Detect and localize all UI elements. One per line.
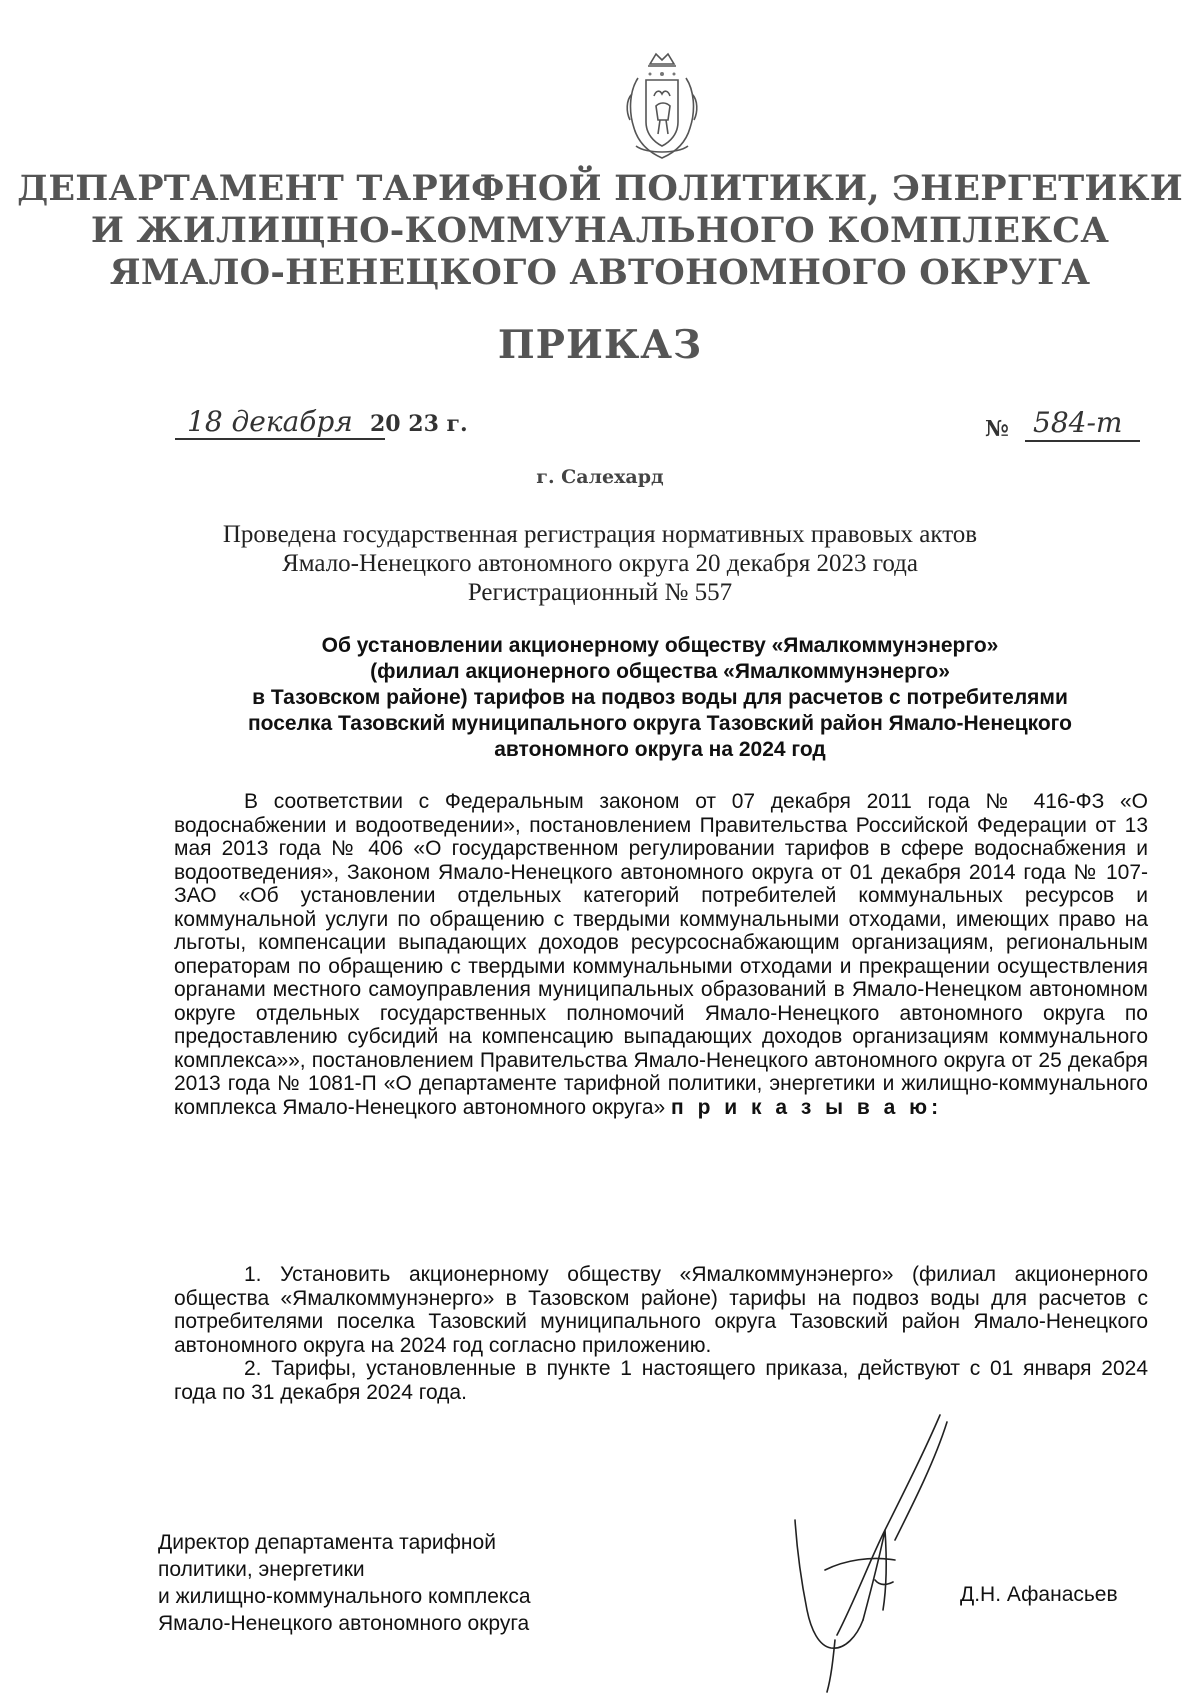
- signer-position-line-4: Ямало-Ненецкого автономного округа: [158, 1612, 530, 1635]
- handwritten-date: 18 декабря: [187, 405, 353, 438]
- clause-1: 1. Установить акционерному обществу «Ямалкоммунэнерго» (филиал акционерного общества «Ямалкоммунэнерго» в Тазовском районе) тарифы на подвоз воды для расчетов с потребителями поселка Тазовский муниципального округа Тазовский район Ямало-Ненецкого автономного округа на 2024 год согласно приложению.: [174, 1263, 1148, 1357]
- subject-line-3: в Тазовском районе) тарифов на подвоз воды для расчетов с потребителями: [252, 686, 1068, 709]
- handwritten-signature: [775, 1410, 975, 1695]
- subject-line-4: поселка Тазовский муниципального округа Тазовский район Ямало-Ненецкого: [248, 712, 1072, 735]
- order-number: [985, 408, 1155, 458]
- preamble-text: В соответствии с Федеральным законом от 07 декабря 2011 года № 416-ФЗ «О водоснабжении и водоотведении», постановлением Правительства Российской Федерации от 13 мая 2013 года № 406 «О государственном регулировании тарифов в сфере водоснабжения и водоотведения», Законом Ямало-Ненецкого автономного округа от 01 декабря 2014 года № 107-ЗАО «Об установлении отдельных категорий потребителей коммунальных ресурсов и коммунальной услуги по обращению с твердыми коммунальными отходами, имеющих право на льготы, компенсации выпадающих доходов ресурсоснабжающим организациям, региональным операторам по обращению с твердыми коммунальными отходами и прекращении осуществления органами местного самоуправления муниципальных образований в Ямало-Ненецком автономном округе отдельных государственных полномочий Ямало-Ненецкого автономного округа по предоставлению субсидий на компенсацию выпадающих доходов организациям коммунального комплекса»», постановлением Правительства Ямало-Ненецкого автономного округа от 25 декабря 2013 года № 1081-П «О департаменте тарифной политики, энергетики и жилищно-коммунального комплекса Ямало-Ненецкого автономного округа»: [174, 790, 1148, 1119]
- handwritten-number: 584-т: [1033, 406, 1123, 439]
- order-word: п р и к а з ы в а ю:: [671, 1095, 943, 1119]
- registration-line-3: Регистрационный № 557: [467, 579, 733, 606]
- signer-position-line-3: и жилищно-коммунального комплекса: [158, 1585, 531, 1608]
- registration-line-1: Проведена государственная регистрация нормативных правовых актов: [222, 521, 978, 548]
- department-name-line-1: ДЕПАРТАМЕНТ ТАРИФНОЙ ПОЛИТИКИ, ЭНЕРГЕТИКИ: [17, 168, 1183, 209]
- department-name-line-2: И ЖИЛИЩНО-КОММУНАЛЬНОГО КОМПЛЕКСА: [90, 210, 1110, 251]
- order-date: [175, 405, 468, 465]
- clause-2: 2. Тарифы, установленные в пункте 1 настоящего приказа, действуют с 01 января 2024 года по 31 декабря 2024 года.: [174, 1357, 1148, 1404]
- number-underline: [1025, 440, 1140, 442]
- department-name-line-3: ЯМАЛО-НЕНЕЦКОГО АВТОНОМНОГО ОКРУГА: [109, 252, 1091, 293]
- registration-line-2: Ямало-Ненецкого автономного округа 20 декабря 2023 года: [282, 550, 918, 577]
- order-clauses: [174, 1263, 1148, 1404]
- signer-name: Д.Н. Афанасьев: [960, 1583, 1118, 1606]
- signer-position-line-1: Директор департамента тарифной: [158, 1531, 496, 1554]
- signer-position-line-2: политики, энергетики: [158, 1558, 365, 1581]
- document-type-title: ПРИКАЗ: [497, 322, 703, 368]
- order-subject: [160, 633, 1160, 763]
- date-year: 20 23 г.: [370, 411, 468, 437]
- preamble: [174, 790, 1148, 1119]
- subject-line-1: Об установлении акционерному обществу «Ямалкоммунэнерго»: [321, 634, 999, 657]
- coat-of-arms-icon: [620, 50, 704, 162]
- preamble-paragraph: [174, 790, 1148, 1119]
- number-sign: №: [985, 416, 1009, 442]
- signer-position: [158, 1529, 531, 1637]
- date-underline: [175, 438, 385, 440]
- subject-line-5: автономного округа на 2024 год: [494, 738, 826, 761]
- registration-note: [0, 520, 1200, 607]
- city: г. Салехард: [536, 466, 664, 488]
- subject-line-2: (филиал акционерного общества «Ямалкоммунэнерго»: [370, 660, 950, 683]
